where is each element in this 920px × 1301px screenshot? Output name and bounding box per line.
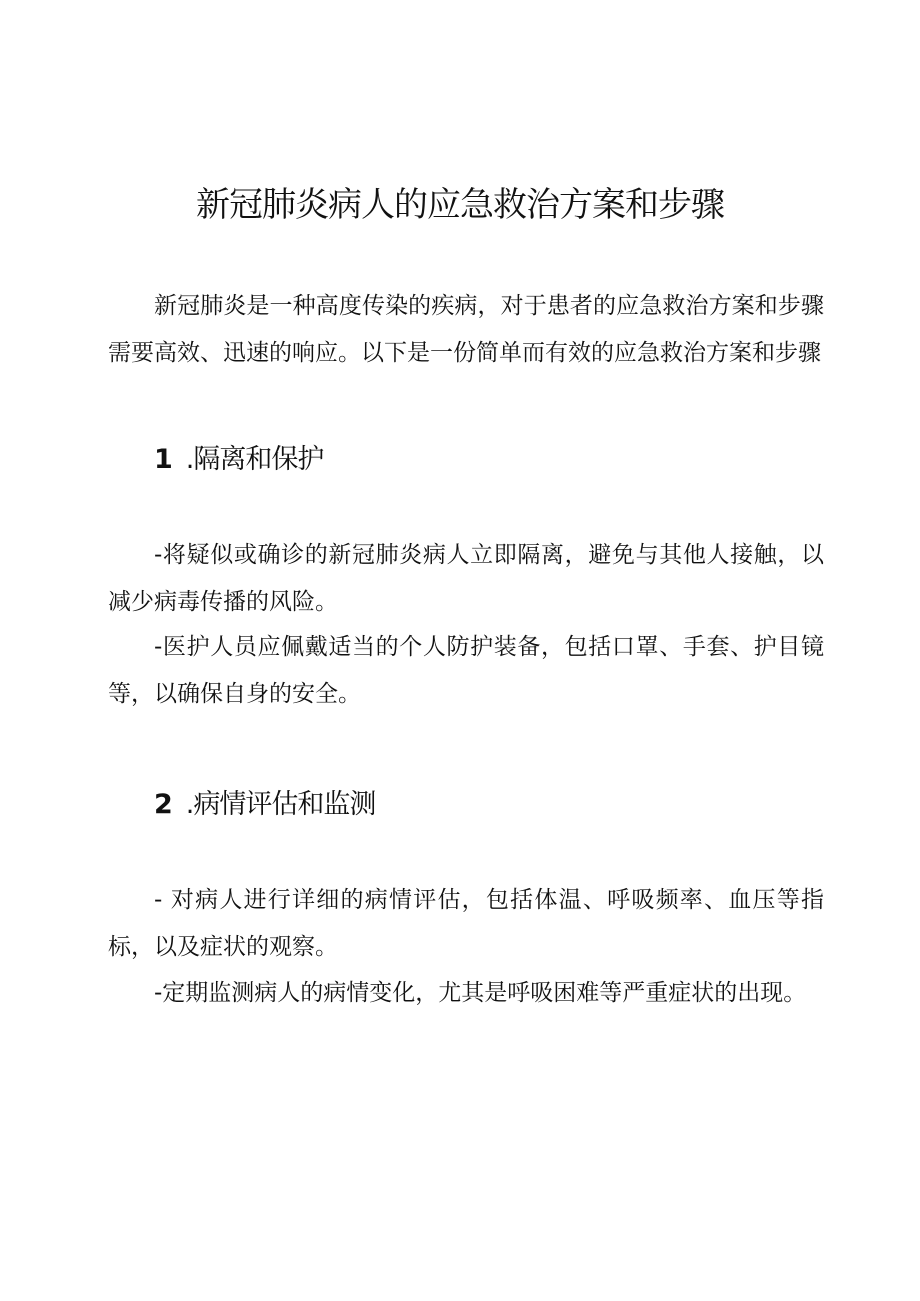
section-2-item-1: - 对病人进行详细的病情评估，包括体温、呼吸频率、血压等指标，以及症状的观察。 [108, 887, 824, 960]
intro-paragraph: 新冠肺炎是一种高度传染的疾病，对于患者的应急救治方案和步骤需要高效、迅速的响应。以下是一份简单而有效的应急救治方案和步骤 [108, 293, 824, 366]
section-2-item-2: -定期监测病人的病情变化，尤其是呼吸困难等严重症状的出现。 [154, 980, 807, 1006]
section-1-number: 1 [154, 444, 172, 475]
section-1-heading [154, 440, 323, 480]
section-2-title: .病情评估和监测 [185, 789, 376, 820]
section-1-item-2: -医护人员应佩戴适当的个人防护装备，包括口罩、手套、护目镜等，以确保自身的安全。 [108, 634, 824, 707]
section-1-item-1: -将疑似或确诊的新冠肺炎病人立即隔离，避免与其他人接触，以减少病毒传播的风险。 [108, 542, 824, 615]
section-1-title: .隔离和保护 [185, 444, 324, 475]
section-2-heading [154, 785, 375, 825]
document-title: 新冠肺炎病人的应急救治方案和步骤 [196, 185, 724, 225]
section-2-number: 2 [154, 789, 172, 820]
